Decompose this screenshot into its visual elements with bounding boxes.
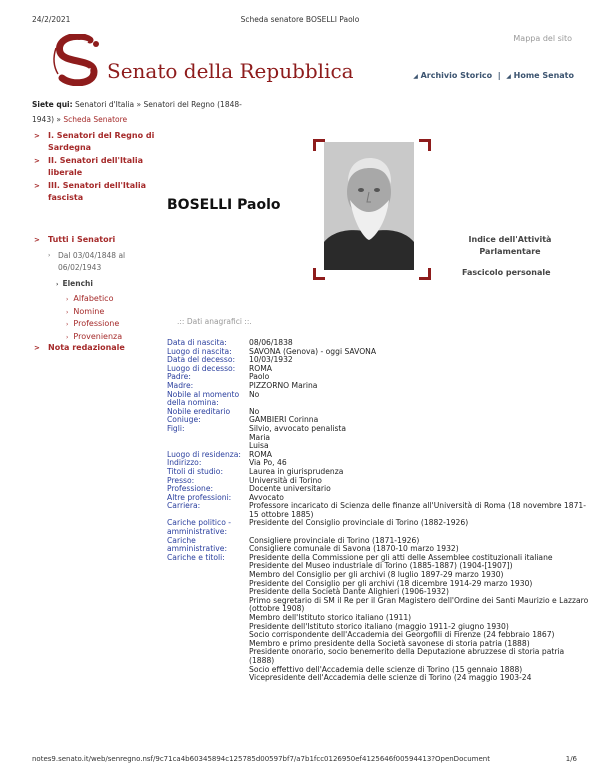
site-name[interactable]: Senato della Repubblica — [107, 59, 354, 83]
data-value-line: Presidente del Consiglio per gli archivi (18 dicembre 1914-29 marzo 1930) — [249, 578, 533, 588]
chevron-right-icon: > — [34, 236, 40, 244]
data-label: Luogo di nascita: — [167, 346, 232, 356]
data-value-line: Primo segretario di SM il Re per il Gran Magistero dell'Ordine dei Santi Maurizio e Lazzaro (ottobre 1908) — [249, 595, 589, 614]
breadcrumb-trail[interactable]: Senatori d'Italia » Senatori del Regno (1848-1943) » — [32, 100, 242, 124]
data-label: Titoli di studio: — [167, 466, 223, 476]
chevron-right-icon: > — [34, 344, 40, 352]
data-row — [167, 554, 589, 683]
nav-item-liberale[interactable]: > II. Senatori dell'Italia liberale — [34, 156, 144, 177]
square-bullet-icon: ◢ — [413, 73, 418, 80]
data-value — [249, 554, 589, 683]
nav-item-nota[interactable]: > Nota redazionale — [34, 343, 125, 352]
data-value-line: Professore incaricato di Scienza delle finanze all'Università di Roma (18 novembre 1871-15 ottobre 1885) — [249, 501, 586, 519]
data-value — [249, 348, 589, 357]
section-title: .:: Dati anagrafici ::. — [177, 317, 252, 326]
data-label: Presso: — [167, 475, 195, 485]
data-row — [167, 391, 589, 408]
chevron-right-icon: > — [34, 157, 40, 165]
chevron-right-icon: › — [48, 252, 51, 259]
indice-attivita-link[interactable]: Indice dell'Attività Parlamentare — [468, 235, 552, 256]
data-value-line: Consigliere comunale di Savona (1870-10 marzo 1932) — [249, 544, 459, 554]
nav-list-nomine[interactable]: › Nomine — [66, 307, 105, 316]
senator-portrait — [324, 142, 414, 270]
nav-item-sardegna[interactable]: > I. Senatori del Regno di Sardegna — [34, 131, 155, 152]
data-value-line: Silvio, avvocato penalista — [249, 423, 347, 433]
data-value-line: Presidente della Società Dante Alighieri (1906-1932) — [249, 587, 449, 597]
nav-list-provenienza[interactable]: › Provenienza — [66, 332, 123, 341]
data-label: Carriera: — [167, 501, 201, 511]
data-value-line: Maria — [249, 432, 271, 442]
print-title: Scheda senatore BOSELLI Paolo — [240, 15, 360, 24]
footer-page: 1/6 — [565, 755, 577, 763]
data-label: Altre professioni: — [167, 492, 232, 502]
data-value-line: GAMBIERI Corinna — [249, 415, 319, 425]
data-value-line: Luisa — [249, 441, 269, 451]
data-value-line: SAVONA (Genova) - oggi SAVONA — [249, 346, 377, 356]
data-value — [249, 519, 589, 536]
data-value-line: ROMA — [249, 363, 273, 373]
archivio-storico-link[interactable]: Archivio Storico — [420, 71, 493, 80]
data-value-line: No — [249, 406, 260, 416]
data-value — [249, 425, 589, 451]
data-table — [167, 339, 589, 683]
senate-logo-icon[interactable] — [50, 34, 106, 86]
data-value-line: Presidente onorario, socio benemerito della Deputazione abruzzese di storia patria (1888) — [249, 647, 565, 665]
data-row — [167, 468, 589, 477]
data-value-line: Membro del Consiglio per gli archivi (8 luglio 1897-29 marzo 1930) — [249, 570, 504, 580]
data-label: Nobile ereditario — [167, 406, 231, 416]
print-date: 24/2/2021 — [32, 15, 71, 24]
data-value-line: Laurea in giurisprudenza — [249, 466, 344, 476]
data-label: Data del decesso: — [167, 355, 236, 365]
nav-item-fascista[interactable]: > III. Senatori dell'Italia fascista — [34, 181, 146, 202]
data-label: Madre: — [167, 380, 194, 390]
data-label: Data di nascita: — [167, 338, 227, 347]
data-value — [249, 365, 589, 374]
data-row — [167, 373, 589, 382]
breadcrumb — [32, 97, 262, 127]
data-row — [167, 537, 589, 554]
sitemap-link[interactable]: Mappa del sito — [513, 34, 572, 43]
data-value-line: No — [249, 389, 260, 399]
data-value — [249, 356, 589, 365]
nav-list-professione[interactable]: › Professione — [66, 319, 120, 328]
data-row — [167, 408, 589, 417]
breadcrumb-current: Scheda Senatore — [63, 115, 128, 124]
data-label: Padre: — [167, 372, 191, 382]
senator-name: BOSELLI Paolo — [167, 197, 281, 213]
square-bullet-icon: ◢ — [506, 73, 511, 80]
data-value-line: Università di Torino — [249, 475, 322, 485]
data-row — [167, 519, 589, 536]
photo-corner — [419, 139, 431, 151]
data-label: Figli: — [167, 423, 185, 433]
data-label: Luogo di residenza: — [167, 449, 241, 459]
fascicolo-personale-link[interactable]: Fascicolo personale — [462, 268, 551, 277]
footer-url: notes9.senato.it/web/senregno.nsf/9c71ca4b60345894c125785d00597bf7/a7b1fcc0126950ef4125646f00594413?OpenDocument — [32, 755, 490, 763]
nav-list-alfabetico[interactable]: › Alfabetico — [66, 294, 114, 303]
data-value-line: PIZZORNO Marina — [249, 380, 318, 390]
data-value — [249, 382, 589, 391]
data-value — [249, 451, 589, 460]
data-row — [167, 451, 589, 460]
data-value — [249, 485, 589, 494]
data-value-line: Membro e primo presidente della Società savonese di storia patria (1888) — [249, 638, 530, 648]
data-value-line: Paolo — [249, 372, 270, 382]
data-value-line: Presidente del Museo industriale di Torino (1885-1887) (1904-[1907]) — [249, 561, 513, 571]
data-row — [167, 502, 589, 519]
data-row — [167, 365, 589, 374]
data-label: Coniuge: — [167, 415, 201, 425]
nav-lists-label: › Elenchi — [56, 279, 93, 288]
data-value-line: Consigliere provinciale di Torino (1871-1926) — [249, 535, 420, 545]
data-row — [167, 459, 589, 468]
data-value — [249, 537, 589, 554]
data-value-line: Vicepresidente dell'Accademia delle scienze di Torino (24 maggio 1903-24 — [249, 673, 532, 683]
data-value-line: 08/06/1838 — [249, 338, 293, 347]
data-value-line: Avvocato — [249, 492, 284, 502]
chevron-right-icon: > — [34, 182, 40, 190]
footer — [32, 755, 577, 763]
chevron-right-icon: > — [34, 132, 40, 140]
data-value-line: Presidente della Commissione per gli atti delle Assemblee costituzionali italiane — [249, 552, 553, 562]
data-label: Indirizzo: — [167, 458, 202, 468]
data-label: Professione: — [167, 484, 214, 494]
top-links: ◢ Archivio Storico | ◢ Home Senato — [413, 71, 574, 80]
data-value-line: Docente universitario — [249, 484, 331, 494]
data-value-line: Via Po, 46 — [249, 458, 287, 468]
data-label: Cariche politico - amministrative: — [167, 518, 232, 537]
data-row — [167, 416, 589, 425]
data-value — [249, 502, 589, 519]
data-value-line: Socio corrispondente dell'Accademia dei Georgofili di Firenze (24 febbraio 1867) — [249, 630, 555, 640]
data-value-line: ROMA — [249, 449, 273, 459]
data-row — [167, 425, 589, 451]
data-value-line: Presidente del Consiglio provinciale di Torino (1882-1926) — [249, 518, 469, 528]
photo-corner — [419, 268, 431, 280]
data-value-line: Presidente dell'Istituto storico italiano (maggio 1911-2 giugno 1930) — [249, 621, 509, 631]
data-label: Nobile al momento della nomina: — [167, 389, 240, 408]
data-value-line: Membro dell'Istituto storico italiano (1911) — [249, 613, 412, 622]
data-value-line: Socio effettivo dell'Accademia delle scienze di Torino (15 gennaio 1888) — [249, 664, 523, 674]
data-label: Luogo di decesso: — [167, 363, 236, 373]
data-label: Cariche amministrative: — [167, 535, 228, 554]
data-value — [249, 391, 589, 408]
home-senato-link[interactable]: Home Senato — [513, 71, 574, 80]
nav-period[interactable]: › Dal 03/04/1848 al 06/02/1943 — [48, 251, 126, 272]
data-value-line: 10/03/1932 — [249, 355, 293, 365]
nav-item-all-senators[interactable]: > Tutti i Senatori — [34, 235, 116, 244]
breadcrumb-label: Siete qui: — [32, 100, 73, 109]
data-label: Cariche e titoli: — [167, 552, 225, 562]
data-row — [167, 477, 589, 486]
